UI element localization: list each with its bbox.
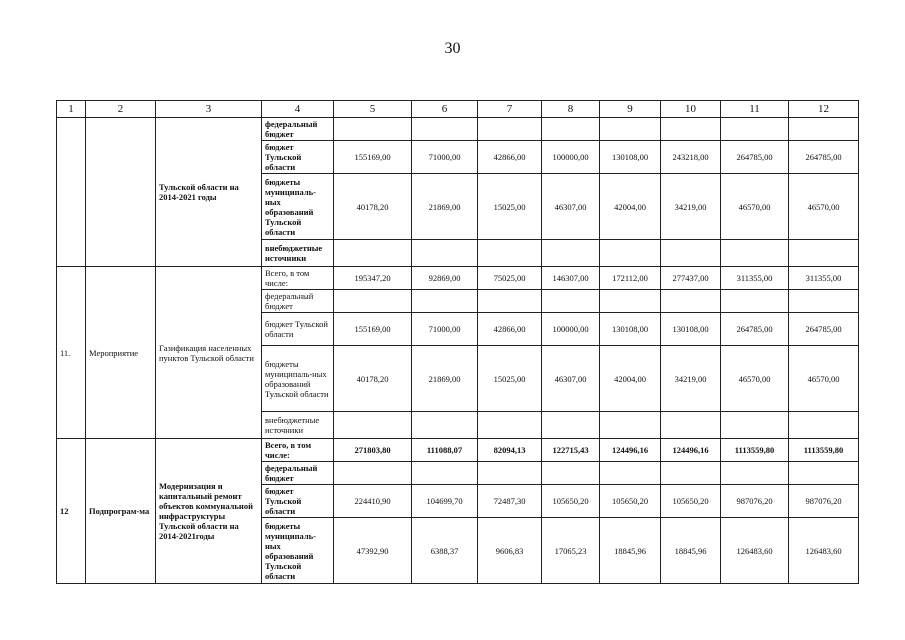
value-cell: 42866,00 xyxy=(478,313,542,346)
value-cell: 264785,00 xyxy=(721,313,789,346)
value-cell: 21869,00 xyxy=(412,174,478,240)
value-cell: 72487,30 xyxy=(478,485,542,518)
value-cell: 42866,00 xyxy=(478,141,542,174)
value-cell xyxy=(721,290,789,313)
funding-source: бюджеты муниципаль-ных образований Тульской области xyxy=(262,174,334,240)
value-cell: 124496,16 xyxy=(661,439,721,462)
value-cell xyxy=(789,290,859,313)
value-cell xyxy=(600,462,661,485)
value-cell xyxy=(542,240,600,267)
header-cell: 4 xyxy=(262,101,334,118)
row-number xyxy=(57,118,86,267)
funding-source: внебюджетные источники xyxy=(262,412,334,439)
value-cell xyxy=(721,462,789,485)
value-cell xyxy=(789,118,859,141)
value-cell xyxy=(661,118,721,141)
value-cell xyxy=(478,412,542,439)
value-cell xyxy=(789,462,859,485)
item-type xyxy=(86,118,156,267)
value-cell: 46570,00 xyxy=(721,346,789,412)
value-cell: 1113559,80 xyxy=(789,439,859,462)
value-cell: 124496,16 xyxy=(600,439,661,462)
header-cell: 12 xyxy=(789,101,859,118)
value-cell xyxy=(542,412,600,439)
value-cell xyxy=(478,462,542,485)
value-cell: 271803,80 xyxy=(334,439,412,462)
value-cell: 34219,00 xyxy=(661,346,721,412)
value-cell: 126483,60 xyxy=(789,518,859,584)
value-cell xyxy=(721,118,789,141)
value-cell: 100000,00 xyxy=(542,313,600,346)
value-cell: 105650,20 xyxy=(542,485,600,518)
budget-table xyxy=(56,100,859,584)
value-cell: 46307,00 xyxy=(542,174,600,240)
funding-source: внебюджетные источники xyxy=(262,240,334,267)
value-cell: 264785,00 xyxy=(789,313,859,346)
value-cell: 987076,20 xyxy=(789,485,859,518)
value-cell xyxy=(600,290,661,313)
value-cell: 104699,70 xyxy=(412,485,478,518)
header-cell: 2 xyxy=(86,101,156,118)
table-row xyxy=(57,267,859,290)
value-cell: 17065,23 xyxy=(542,518,600,584)
header-cell: 6 xyxy=(412,101,478,118)
header-cell: 9 xyxy=(600,101,661,118)
funding-source: бюджет Тульской области xyxy=(262,141,334,174)
value-cell: 224410,90 xyxy=(334,485,412,518)
value-cell xyxy=(721,412,789,439)
funding-source: Всего, в том числе: xyxy=(262,439,334,462)
value-cell: 130108,00 xyxy=(600,313,661,346)
funding-source: бюджет Тульской области xyxy=(262,485,334,518)
value-cell: 42004,00 xyxy=(600,346,661,412)
row-number: 12 xyxy=(57,439,86,584)
header-row xyxy=(57,101,859,118)
value-cell xyxy=(412,240,478,267)
value-cell xyxy=(412,118,478,141)
funding-source: бюджеты муниципаль-ных образований Тульской области xyxy=(262,518,334,584)
value-cell xyxy=(412,462,478,485)
value-cell: 18845,96 xyxy=(600,518,661,584)
value-cell xyxy=(334,412,412,439)
value-cell: 126483,60 xyxy=(721,518,789,584)
value-cell: 47392,90 xyxy=(334,518,412,584)
funding-source: Всего, в том числе: xyxy=(262,267,334,290)
value-cell: 9606,83 xyxy=(478,518,542,584)
header-cell: 10 xyxy=(661,101,721,118)
table-row xyxy=(57,439,859,462)
value-cell: 264785,00 xyxy=(721,141,789,174)
value-cell xyxy=(600,412,661,439)
value-cell: 111088,07 xyxy=(412,439,478,462)
header-cell: 3 xyxy=(156,101,262,118)
value-cell: 71000,00 xyxy=(412,313,478,346)
value-cell xyxy=(721,240,789,267)
value-cell xyxy=(542,118,600,141)
value-cell: 21869,00 xyxy=(412,346,478,412)
value-cell xyxy=(661,290,721,313)
item-type: Мероприятие xyxy=(86,267,156,439)
value-cell: 46570,00 xyxy=(789,346,859,412)
value-cell: 40178,20 xyxy=(334,174,412,240)
value-cell: 130108,00 xyxy=(661,313,721,346)
row-number: 11. xyxy=(57,267,86,439)
value-cell: 987076,20 xyxy=(721,485,789,518)
value-cell: 195347,20 xyxy=(334,267,412,290)
value-cell xyxy=(600,118,661,141)
value-cell: 243218,00 xyxy=(661,141,721,174)
item-type: Подпрограм-ма xyxy=(86,439,156,584)
value-cell: 100000,00 xyxy=(542,141,600,174)
value-cell: 172112,00 xyxy=(600,267,661,290)
value-cell: 71000,00 xyxy=(412,141,478,174)
value-cell xyxy=(334,240,412,267)
value-cell: 311355,00 xyxy=(721,267,789,290)
header-cell: 11 xyxy=(721,101,789,118)
value-cell xyxy=(600,240,661,267)
value-cell: 15025,00 xyxy=(478,346,542,412)
value-cell: 155169,00 xyxy=(334,313,412,346)
value-cell xyxy=(412,290,478,313)
value-cell xyxy=(661,462,721,485)
value-cell xyxy=(412,412,478,439)
funding-source: бюджет Тульской области xyxy=(262,313,334,346)
value-cell: 6388,37 xyxy=(412,518,478,584)
value-cell xyxy=(789,412,859,439)
page-number: 30 xyxy=(444,40,461,57)
funding-source: федеральный бюджет xyxy=(262,290,334,313)
funding-source: федеральный бюджет xyxy=(262,462,334,485)
value-cell xyxy=(478,118,542,141)
header-cell: 1 xyxy=(57,101,86,118)
value-cell: 146307,00 xyxy=(542,267,600,290)
value-cell: 105650,20 xyxy=(661,485,721,518)
value-cell: 46570,00 xyxy=(789,174,859,240)
value-cell: 277437,00 xyxy=(661,267,721,290)
value-cell: 82094,13 xyxy=(478,439,542,462)
value-cell: 155169,00 xyxy=(334,141,412,174)
item-name: Модернизация и капитальный ремонт объектов коммунальной инфраструктуры Тульской области на 2014-2021годы xyxy=(156,439,262,584)
value-cell: 264785,00 xyxy=(789,141,859,174)
value-cell: 46307,00 xyxy=(542,346,600,412)
value-cell: 42004,00 xyxy=(600,174,661,240)
value-cell: 15025,00 xyxy=(478,174,542,240)
item-name: Тульской области на 2014-2021 годы xyxy=(156,118,262,267)
value-cell: 34219,00 xyxy=(661,174,721,240)
value-cell xyxy=(661,412,721,439)
value-cell xyxy=(334,118,412,141)
value-cell: 92869,00 xyxy=(412,267,478,290)
value-cell xyxy=(334,290,412,313)
value-cell: 40178,20 xyxy=(334,346,412,412)
value-cell xyxy=(542,290,600,313)
value-cell xyxy=(542,462,600,485)
value-cell: 18845,96 xyxy=(661,518,721,584)
funding-source: федеральный бюджет xyxy=(262,118,334,141)
header-cell: 8 xyxy=(542,101,600,118)
table-row xyxy=(57,118,859,141)
header-cell: 7 xyxy=(478,101,542,118)
value-cell xyxy=(334,462,412,485)
value-cell: 75025,00 xyxy=(478,267,542,290)
value-cell xyxy=(478,290,542,313)
value-cell: 1113559,80 xyxy=(721,439,789,462)
value-cell xyxy=(789,240,859,267)
value-cell xyxy=(661,240,721,267)
value-cell: 46570,00 xyxy=(721,174,789,240)
value-cell: 311355,00 xyxy=(789,267,859,290)
value-cell: 122715,43 xyxy=(542,439,600,462)
funding-source: бюджеты муниципаль-ных образований Тульской области xyxy=(262,346,334,412)
item-name: Газификация населенных пунктов Тульской области xyxy=(156,267,262,439)
value-cell: 130108,00 xyxy=(600,141,661,174)
value-cell xyxy=(478,240,542,267)
value-cell: 105650,20 xyxy=(600,485,661,518)
header-cell: 5 xyxy=(334,101,412,118)
